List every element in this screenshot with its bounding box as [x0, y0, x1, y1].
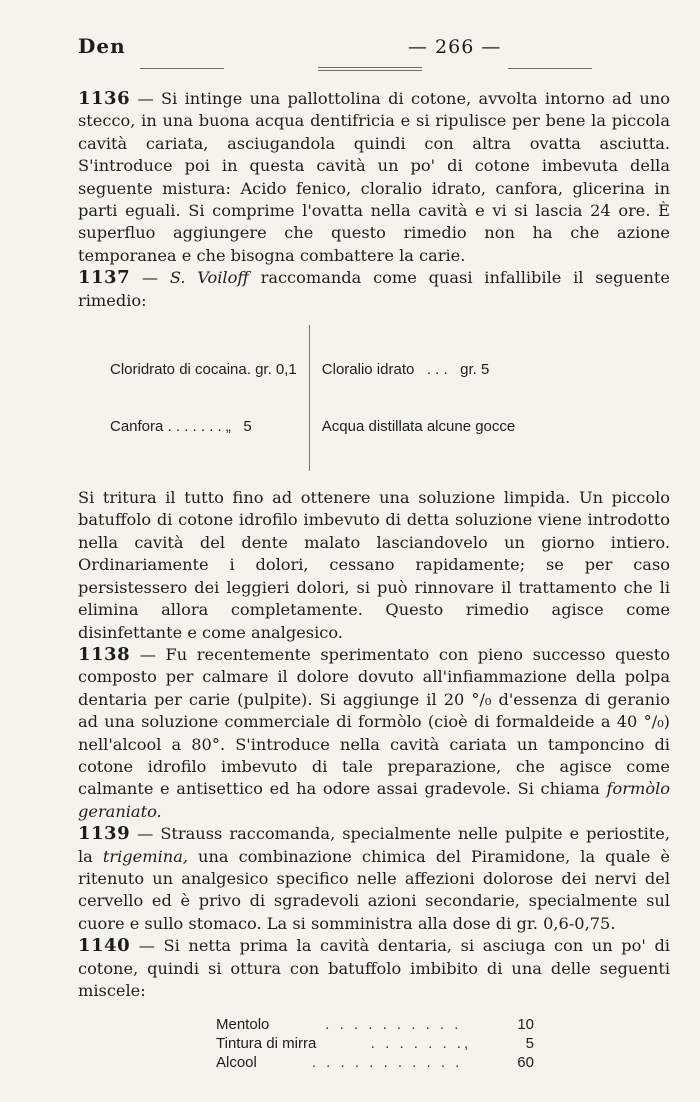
formula-line: Cloralio idrato . . . gr. 5 — [321, 361, 490, 379]
entry-number: 1136 — [78, 88, 131, 109]
header-rule-right — [508, 68, 592, 69]
running-header — [78, 34, 672, 64]
entry-number: 1140 — [78, 935, 131, 957]
entry-text: — Si netta prima la cavità dentaria, si asciuga con un po' di cotone, quindi si ottura con batuffolo imbibito di una delle seguenti miscele: — [78, 936, 670, 1000]
entry-number: 1138 — [78, 643, 131, 665]
header-rule-left — [140, 68, 224, 69]
formula-line: Acqua distillata alcune gocce — [321, 418, 516, 436]
paragraph-1140 — [78, 935, 670, 1002]
page-body — [78, 88, 670, 1072]
header-rule-center-lower — [318, 70, 422, 71]
entry-text: — Si intinge una pallottolina di cotone, avvolta intorno ad uno stecco, in una buona acqua dentifricia e si ripulisce per bene la piccola cavità cariata, asciugandola quindi con altra ovatta asciutta. S'introduce poi in questa cavità un po' di cotone imbevuta della seguente mistura: Acido fenico, cloralio idrato, canfora, glicerina in parti eguali. Si comprime l'ovatta nella cavità e vi si lascia 24 ore. È superfluo aggiungere che questo rimedio non ha che azione temporanea e che bisogna combattere la carie. — [78, 89, 670, 265]
ingredient-name: Alcool — [216, 1054, 257, 1072]
entry-number: 1137 — [78, 267, 131, 289]
mixture-row — [216, 1053, 534, 1072]
paragraph-1139 — [78, 823, 670, 935]
author-name: S. Voiloff — [169, 268, 249, 288]
mixture-row — [216, 1034, 534, 1053]
entry-text: — Fu recentemente sperimentato con pieno successo questo composto per calmare il dolore dovuto all'infiammazione della polpa dentaria per carie (pulpite). Si aggiunge il 20 °/₀ d'essenza di geranio ad una soluzione commerciale di formòlo (cioè di formaldeide a 40 °/₀) nell'alcool a 80°. S'introduce nella cavità cariata un tamponcino di cotone idrofilo imbevuto di tale preparazione, che agisce come calmante e antisettico ed ha odore assai gradevole. Si chiama — [78, 644, 670, 799]
ingredient-amount: 60 — [517, 1054, 534, 1072]
mixture-row — [216, 1015, 534, 1034]
page-number: — 266 — — [408, 36, 502, 58]
paragraph-1136 — [78, 88, 670, 267]
drug-name: trigemina, — [102, 846, 188, 866]
preparation-name: formòlo geraniato. — [78, 779, 670, 821]
header-rules — [0, 67, 700, 71]
leader-dots: . . . . . . . . . . — [325, 1016, 462, 1034]
formula-table — [110, 322, 670, 474]
paragraph-1137-continued — [78, 487, 670, 644]
paragraph-1137 — [78, 267, 670, 312]
paragraph-1138 — [78, 644, 670, 823]
formula-line: Cloridrato di cocaina. gr. 0,1 — [110, 361, 297, 379]
header-word: Den — [78, 34, 126, 58]
entry-text: una combinazione chimica del Piramidone, la quale è ritenuto un analgesico specifico nelle affezioni dolorose dei nervi del cervello ed è privo di sgradevoli azioni secondarie, specialmente sul cuore e sullo stomaco. La si somministra alla dose di gr. 0,6-0,75. — [78, 846, 670, 933]
formula-left-column — [110, 322, 297, 474]
ingredient-name: Mentolo — [216, 1016, 270, 1034]
formula-right-column — [322, 322, 515, 474]
ingredient-amount: 10 — [517, 1016, 534, 1034]
ingredient-amount: 5 — [525, 1035, 534, 1053]
leader-dots: . . . . . . . . . . . — [311, 1054, 463, 1072]
entry-number: 1139 — [78, 823, 131, 845]
formula-separator — [309, 325, 310, 471]
leader-dots: . . . . . . ., — [370, 1035, 472, 1053]
mixture-list — [216, 1015, 534, 1072]
ingredient-name: Tintura di mirra — [216, 1035, 317, 1053]
entry-text: — Strauss raccomanda, specialmente nelle pulpite e periostite, la — [78, 824, 670, 866]
header-rule-center — [318, 67, 422, 68]
entry-dash: — — [141, 268, 159, 288]
entry-text: Si tritura il tutto fino ad ottenere una soluzione limpida. Un piccolo batuffolo di cotone idrofilo imbevuto di detta soluzione viene introdotto nella cavità del dente malato lasciandovelo un giorno intiero. Ordinariamente i dolori, cessano rapidamente; se per caso persistessero dei leggieri dolori, si può rinnovare il trattamento che li elimina allora completamente. Questo rimedio agisce come disinfettante e come analgesico. — [78, 488, 670, 642]
entry-text: raccomanda come quasi infallibile il seguente rimedio: — [78, 268, 670, 310]
formula-line: Canfora . . . . . . . „ 5 — [110, 418, 252, 436]
